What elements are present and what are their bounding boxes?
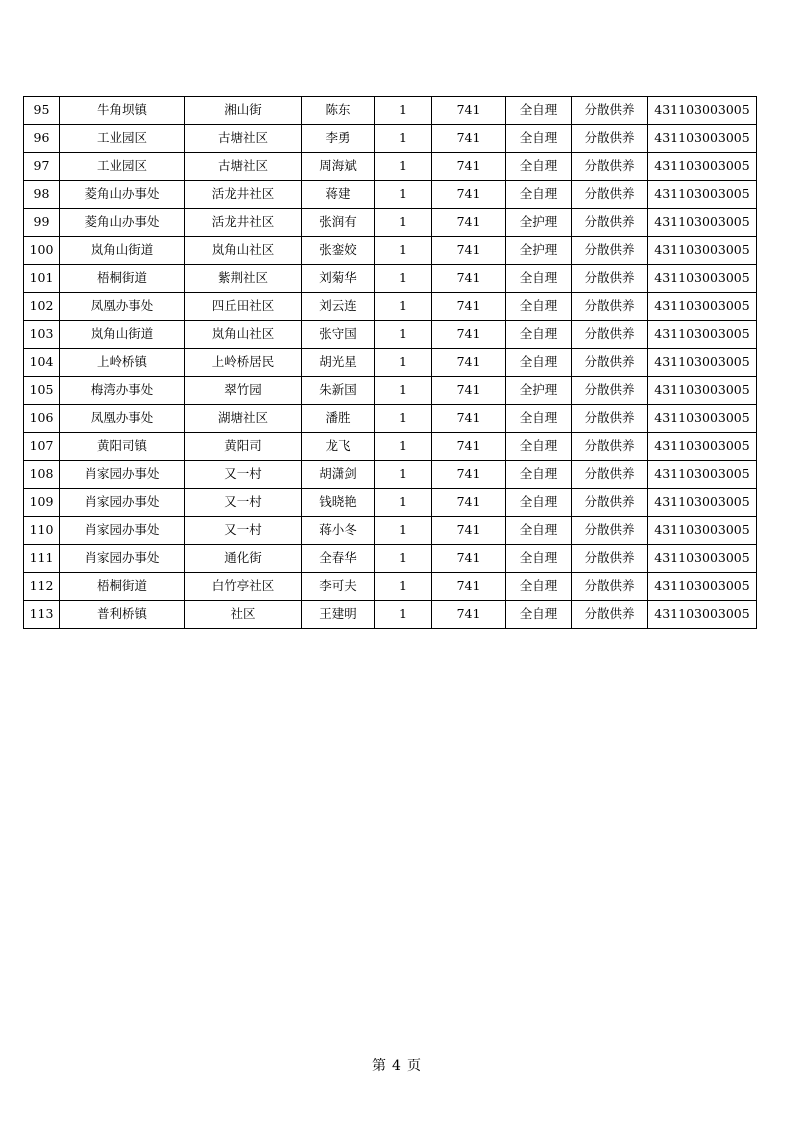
cell-town: 上岭桥镇 xyxy=(60,349,185,377)
cell-name: 钱晓艳 xyxy=(302,489,375,517)
cell-care-level: 全自理 xyxy=(506,321,572,349)
cell-community: 又一村 xyxy=(185,461,302,489)
cell-community: 湖塘社区 xyxy=(185,405,302,433)
cell-community: 岚角山社区 xyxy=(185,237,302,265)
cell-amount: 741 xyxy=(432,349,506,377)
cell-town: 黄阳司镇 xyxy=(60,433,185,461)
cell-community: 活龙井社区 xyxy=(185,209,302,237)
cell-name: 胡潇剑 xyxy=(302,461,375,489)
cell-care-level: 全自理 xyxy=(506,181,572,209)
cell-name: 张润有 xyxy=(302,209,375,237)
cell-area-code: 431103003005 xyxy=(648,517,757,545)
cell-area-code: 431103003005 xyxy=(648,405,757,433)
cell-care-level: 全自理 xyxy=(506,125,572,153)
cell-support-type: 分散供养 xyxy=(572,377,648,405)
cell-number: 95 xyxy=(24,97,60,125)
cell-support-type: 分散供养 xyxy=(572,237,648,265)
recipient-table xyxy=(23,96,757,629)
cell-care-level: 全自理 xyxy=(506,265,572,293)
cell-town: 肖家园办事处 xyxy=(60,489,185,517)
cell-count: 1 xyxy=(375,153,432,181)
cell-town: 岚角山街道 xyxy=(60,237,185,265)
cell-area-code: 431103003005 xyxy=(648,349,757,377)
cell-area-code: 431103003005 xyxy=(648,125,757,153)
cell-amount: 741 xyxy=(432,573,506,601)
cell-community: 通化街 xyxy=(185,545,302,573)
cell-amount: 741 xyxy=(432,293,506,321)
cell-support-type: 分散供养 xyxy=(572,601,648,629)
cell-number: 105 xyxy=(24,377,60,405)
cell-name: 李勇 xyxy=(302,125,375,153)
cell-community: 四丘田社区 xyxy=(185,293,302,321)
cell-number: 112 xyxy=(24,573,60,601)
cell-amount: 741 xyxy=(432,433,506,461)
cell-care-level: 全自理 xyxy=(506,461,572,489)
cell-amount: 741 xyxy=(432,377,506,405)
cell-care-level: 全自理 xyxy=(506,433,572,461)
table-row xyxy=(24,265,757,293)
cell-area-code: 431103003005 xyxy=(648,601,757,629)
cell-care-level: 全护理 xyxy=(506,237,572,265)
cell-name: 胡光星 xyxy=(302,349,375,377)
cell-town: 工业园区 xyxy=(60,153,185,181)
cell-area-code: 431103003005 xyxy=(648,321,757,349)
cell-area-code: 431103003005 xyxy=(648,153,757,181)
cell-count: 1 xyxy=(375,209,432,237)
cell-number: 101 xyxy=(24,265,60,293)
cell-name: 刘云连 xyxy=(302,293,375,321)
cell-support-type: 分散供养 xyxy=(572,321,648,349)
table-row xyxy=(24,489,757,517)
cell-amount: 741 xyxy=(432,405,506,433)
cell-count: 1 xyxy=(375,237,432,265)
cell-support-type: 分散供养 xyxy=(572,489,648,517)
cell-area-code: 431103003005 xyxy=(648,573,757,601)
cell-support-type: 分散供养 xyxy=(572,265,648,293)
cell-name: 陈东 xyxy=(302,97,375,125)
cell-community: 岚角山社区 xyxy=(185,321,302,349)
cell-town: 工业园区 xyxy=(60,125,185,153)
cell-number: 110 xyxy=(24,517,60,545)
table-row xyxy=(24,237,757,265)
cell-care-level: 全自理 xyxy=(506,293,572,321)
cell-number: 104 xyxy=(24,349,60,377)
cell-count: 1 xyxy=(375,293,432,321)
cell-area-code: 431103003005 xyxy=(648,293,757,321)
cell-name: 王建明 xyxy=(302,601,375,629)
cell-care-level: 全自理 xyxy=(506,97,572,125)
cell-care-level: 全护理 xyxy=(506,209,572,237)
cell-support-type: 分散供养 xyxy=(572,97,648,125)
cell-care-level: 全护理 xyxy=(506,377,572,405)
cell-town: 梧桐街道 xyxy=(60,573,185,601)
table-row xyxy=(24,573,757,601)
cell-name: 潘胜 xyxy=(302,405,375,433)
cell-count: 1 xyxy=(375,181,432,209)
cell-area-code: 431103003005 xyxy=(648,97,757,125)
cell-count: 1 xyxy=(375,545,432,573)
cell-support-type: 分散供养 xyxy=(572,209,648,237)
cell-amount: 741 xyxy=(432,265,506,293)
cell-number: 103 xyxy=(24,321,60,349)
cell-amount: 741 xyxy=(432,461,506,489)
cell-name: 全春华 xyxy=(302,545,375,573)
table-row xyxy=(24,125,757,153)
cell-number: 106 xyxy=(24,405,60,433)
cell-name: 蒋小冬 xyxy=(302,517,375,545)
cell-number: 107 xyxy=(24,433,60,461)
cell-town: 肖家园办事处 xyxy=(60,545,185,573)
cell-count: 1 xyxy=(375,125,432,153)
cell-name: 张守国 xyxy=(302,321,375,349)
cell-community: 活龙井社区 xyxy=(185,181,302,209)
cell-community: 古塘社区 xyxy=(185,153,302,181)
cell-care-level: 全自理 xyxy=(506,601,572,629)
table-row xyxy=(24,433,757,461)
cell-support-type: 分散供养 xyxy=(572,405,648,433)
cell-area-code: 431103003005 xyxy=(648,433,757,461)
cell-care-level: 全自理 xyxy=(506,349,572,377)
cell-area-code: 431103003005 xyxy=(648,209,757,237)
cell-town: 岚角山街道 xyxy=(60,321,185,349)
cell-amount: 741 xyxy=(432,97,506,125)
table-row xyxy=(24,517,757,545)
cell-community: 紫荆社区 xyxy=(185,265,302,293)
cell-amount: 741 xyxy=(432,153,506,181)
cell-town: 梅湾办事处 xyxy=(60,377,185,405)
cell-care-level: 全自理 xyxy=(506,545,572,573)
cell-amount: 741 xyxy=(432,545,506,573)
cell-community: 黄阳司 xyxy=(185,433,302,461)
cell-count: 1 xyxy=(375,97,432,125)
cell-number: 113 xyxy=(24,601,60,629)
table-row xyxy=(24,209,757,237)
cell-count: 1 xyxy=(375,377,432,405)
cell-number: 109 xyxy=(24,489,60,517)
cell-care-level: 全自理 xyxy=(506,405,572,433)
table-row xyxy=(24,321,757,349)
cell-area-code: 431103003005 xyxy=(648,377,757,405)
cell-amount: 741 xyxy=(432,517,506,545)
cell-support-type: 分散供养 xyxy=(572,433,648,461)
cell-town: 肖家园办事处 xyxy=(60,461,185,489)
cell-amount: 741 xyxy=(432,321,506,349)
cell-community: 上岭桥居民 xyxy=(185,349,302,377)
table-row xyxy=(24,377,757,405)
cell-care-level: 全自理 xyxy=(506,153,572,181)
cell-community: 又一村 xyxy=(185,489,302,517)
cell-care-level: 全自理 xyxy=(506,573,572,601)
cell-support-type: 分散供养 xyxy=(572,545,648,573)
cell-town: 牛角坝镇 xyxy=(60,97,185,125)
cell-area-code: 431103003005 xyxy=(648,545,757,573)
cell-care-level: 全自理 xyxy=(506,517,572,545)
page-prefix: 第 xyxy=(372,1058,387,1074)
cell-count: 1 xyxy=(375,461,432,489)
table-body xyxy=(24,97,757,629)
cell-number: 102 xyxy=(24,293,60,321)
cell-number: 96 xyxy=(24,125,60,153)
cell-count: 1 xyxy=(375,601,432,629)
cell-name: 蒋建 xyxy=(302,181,375,209)
cell-count: 1 xyxy=(375,349,432,377)
cell-support-type: 分散供养 xyxy=(572,153,648,181)
page-suffix: 页 xyxy=(406,1058,421,1074)
cell-community: 社区 xyxy=(185,601,302,629)
cell-number: 108 xyxy=(24,461,60,489)
cell-community: 古塘社区 xyxy=(185,125,302,153)
page-number: 4 xyxy=(392,1058,401,1074)
cell-town: 普利桥镇 xyxy=(60,601,185,629)
cell-support-type: 分散供养 xyxy=(572,573,648,601)
cell-area-code: 431103003005 xyxy=(648,181,757,209)
table-row xyxy=(24,461,757,489)
cell-number: 100 xyxy=(24,237,60,265)
table-row xyxy=(24,97,757,125)
cell-area-code: 431103003005 xyxy=(648,461,757,489)
cell-community: 翠竹园 xyxy=(185,377,302,405)
table-row xyxy=(24,545,757,573)
table-row xyxy=(24,293,757,321)
cell-area-code: 431103003005 xyxy=(648,265,757,293)
cell-count: 1 xyxy=(375,265,432,293)
cell-count: 1 xyxy=(375,405,432,433)
cell-name: 朱新国 xyxy=(302,377,375,405)
cell-name: 张銮姣 xyxy=(302,237,375,265)
cell-count: 1 xyxy=(375,321,432,349)
table-row xyxy=(24,153,757,181)
cell-area-code: 431103003005 xyxy=(648,489,757,517)
cell-number: 111 xyxy=(24,545,60,573)
cell-number: 99 xyxy=(24,209,60,237)
cell-community: 湘山街 xyxy=(185,97,302,125)
cell-count: 1 xyxy=(375,573,432,601)
page-footer xyxy=(0,1055,793,1075)
cell-support-type: 分散供养 xyxy=(572,181,648,209)
cell-support-type: 分散供养 xyxy=(572,461,648,489)
cell-community: 又一村 xyxy=(185,517,302,545)
cell-town: 菱角山办事处 xyxy=(60,181,185,209)
cell-town: 菱角山办事处 xyxy=(60,209,185,237)
cell-town: 凤凰办事处 xyxy=(60,293,185,321)
cell-amount: 741 xyxy=(432,601,506,629)
cell-amount: 741 xyxy=(432,125,506,153)
cell-town: 肖家园办事处 xyxy=(60,517,185,545)
table-row xyxy=(24,405,757,433)
cell-town: 凤凰办事处 xyxy=(60,405,185,433)
cell-support-type: 分散供养 xyxy=(572,517,648,545)
table-row xyxy=(24,601,757,629)
cell-support-type: 分散供养 xyxy=(572,125,648,153)
cell-care-level: 全自理 xyxy=(506,489,572,517)
cell-count: 1 xyxy=(375,517,432,545)
cell-number: 98 xyxy=(24,181,60,209)
table-row xyxy=(24,349,757,377)
cell-amount: 741 xyxy=(432,181,506,209)
cell-count: 1 xyxy=(375,433,432,461)
cell-amount: 741 xyxy=(432,237,506,265)
table-row xyxy=(24,181,757,209)
cell-area-code: 431103003005 xyxy=(648,237,757,265)
cell-amount: 741 xyxy=(432,489,506,517)
cell-name: 周海斌 xyxy=(302,153,375,181)
cell-support-type: 分散供养 xyxy=(572,293,648,321)
cell-support-type: 分散供养 xyxy=(572,349,648,377)
cell-community: 白竹亭社区 xyxy=(185,573,302,601)
cell-name: 李可夫 xyxy=(302,573,375,601)
cell-name: 刘菊华 xyxy=(302,265,375,293)
cell-count: 1 xyxy=(375,489,432,517)
cell-amount: 741 xyxy=(432,209,506,237)
cell-town: 梧桐街道 xyxy=(60,265,185,293)
cell-number: 97 xyxy=(24,153,60,181)
cell-name: 龙飞 xyxy=(302,433,375,461)
